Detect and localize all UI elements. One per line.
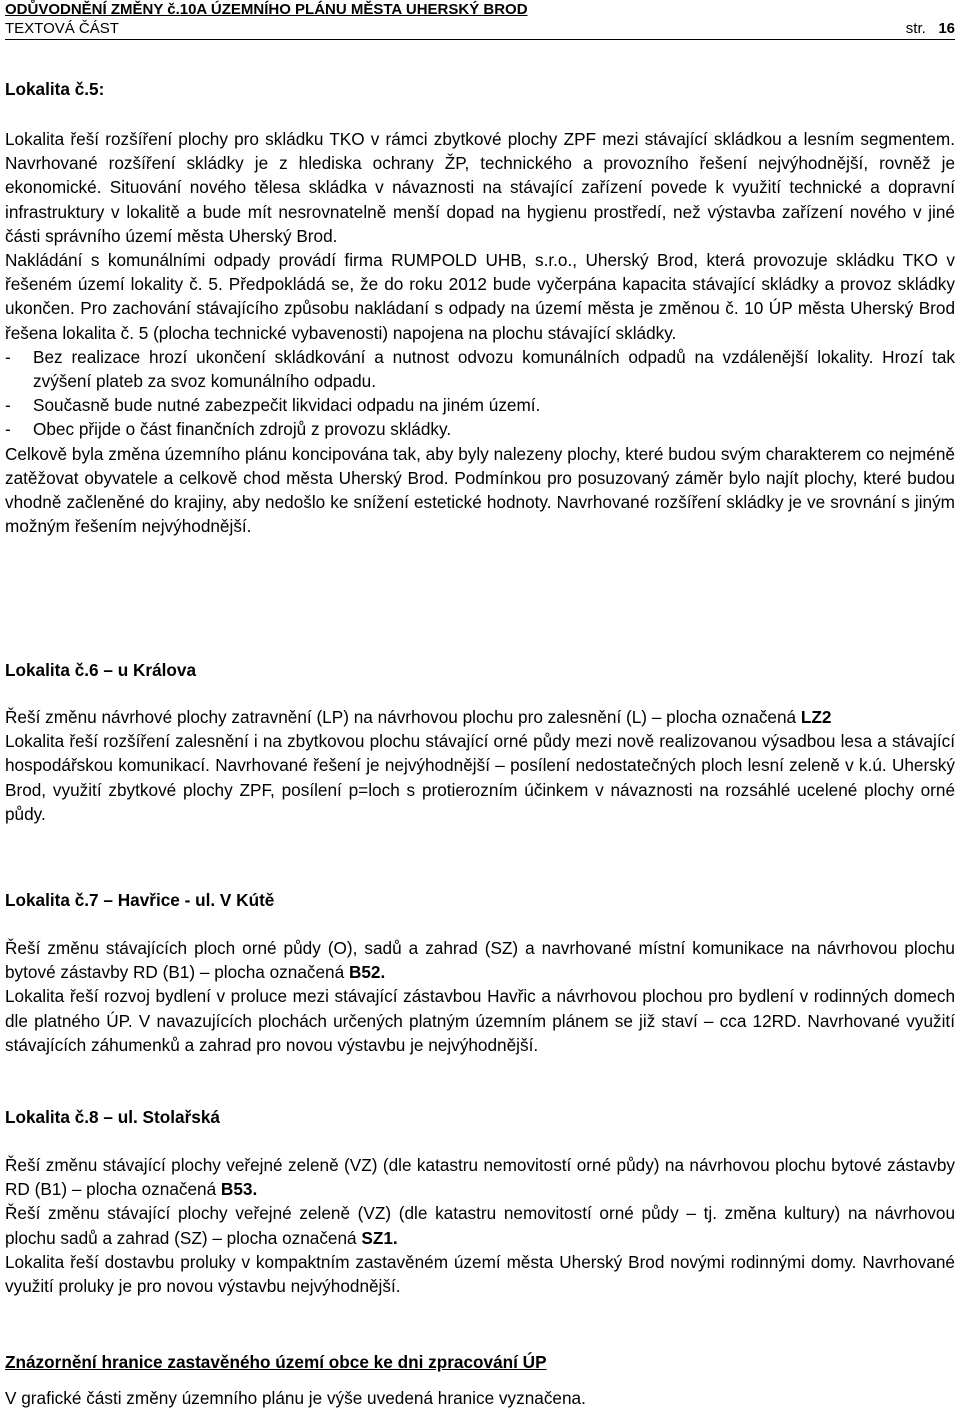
- area-code: LZ2: [800, 707, 832, 727]
- bullet-mark: -: [5, 419, 11, 440]
- area-code: B53.: [220, 1179, 258, 1200]
- section-subtitle: TEXTOVÁ ČÁST: [5, 20, 119, 37]
- section-body-lokalita-7: [5, 936, 955, 1057]
- list-item-text: Současně bude nutné zabezpečit likvidaci odpadu na jiném území.: [33, 395, 541, 416]
- paragraph: [5, 1153, 955, 1201]
- list-item: [5, 417, 955, 441]
- section-heading-lokalita-8: Lokalita č.8 – ul. Stolařská: [5, 1107, 220, 1127]
- bullet-mark: -: [5, 395, 11, 416]
- list-item-text: Bez realizace hrozí ukončení skládkování a nutnost odvozu komunálních odpadů na vzdálenější lokality. Hrozí tak zvýšení plateb za svoz komunálního odpadu.: [33, 346, 955, 392]
- paragraph: [5, 1201, 955, 1249]
- section-body-lokalita-8: [5, 1153, 955, 1298]
- section-heading-built-up-area: Znázornění hranice zastavěného území obce ke dni zpracování ÚP: [5, 1352, 547, 1372]
- paragraph-text: Řeší změnu stávající plochy veřejné zeleně (VZ) (dle katastru nemovitostí orné půdy – tj. změna kultury) na návrhovou plochu sadů a zahrad (SZ) – plocha označená: [5, 1203, 955, 1248]
- header-subtitle-row: [5, 20, 955, 40]
- section-heading-lokalita-5: Lokalita č.5:: [5, 79, 105, 99]
- paragraph: Lokalita řeší rozšíření zalesnění i na zbytkovou plochu stávající orné půdy mezi nově realizovanou výsadbou lesa a stávající hospodářskou komunikací. Navrhované řešení je nejvýhodnější – posílení nedostatečných ploch lesní zeleně v k.ú. Uherský Brod, využití zbytkové plochy ZPF, posílení p=loch s protierozním účinkem v návaznosti na rozsáhlé ucelené plochy orné půdy.: [5, 731, 955, 824]
- section-body-built-up-area: [5, 1386, 955, 1410]
- paragraph: [5, 936, 955, 984]
- paragraph-text: Řeší změnu návrhové plochy zatravnění (LP) na návrhovou plochu pro zalesnění (L) – plocha označená: [5, 707, 801, 727]
- list-item-text: Obec přijde o část finančních zdrojů z provozu skládky.: [33, 419, 452, 440]
- bullet-mark: -: [5, 346, 11, 367]
- section-heading-lokalita-7: Lokalita č.7 – Havřice - ul. V Kútě: [5, 890, 275, 910]
- paragraph: Lokalita řeší dostavbu proluky v kompaktním zastavěném území města Uherský Brod novými rodinnými domy. Navrhované využití proluky je pro novou výstavbu nejvýhodnější.: [5, 1251, 955, 1297]
- page-number: 16: [938, 20, 955, 37]
- paragraph: Lokalita řeší rozvoj bydlení v proluce mezi stávající zástavbou Havřic a návrhovou plochou pro bydlení v rodinných domech dle platného ÚP. V navazujících plochách určených platným územním plánem se již staví – cca 12RD. Navrhované využití stávajících záhumenků a zahrad pro novou výstavbu je nejvýhodnější.: [5, 986, 955, 1055]
- list-item: [5, 345, 955, 393]
- paragraph-text: Řeší změnu stávajících ploch orné půdy (O), sadů a zahrad (SZ) a navrhované místní komunikace na návrhovou plochu bytové zástavby RD (B1) – plocha označená: [5, 938, 955, 983]
- paragraph-text: Řeší změnu stávající plochy veřejné zeleně (VZ) (dle katastru nemovitostí orné půdy) na návrhovou plochu bytové zástavby RD (B1) – plocha označená: [5, 1155, 955, 1200]
- section-heading-lokalita-6: Lokalita č.6 – u Králova: [5, 660, 197, 680]
- area-code: SZ1.: [361, 1227, 398, 1248]
- page-label: str.: [905, 20, 926, 37]
- paragraph: [5, 705, 955, 729]
- paragraph: Celkově byla změna územního plánu koncipována tak, aby byly nalezeny plochy, které budou svým charakterem co nejméně zatěžovat obyvatele a celkově chod města Uherský Brod. Podmínkou pro posuzovaný záměr bylo najít plochy, které budou vhodně začleněné do krajiny, aby nedošlo ke snížení estetické hodnoty. Navrhované rozšíření skládky je ve srovnání s jiným možným řešením nejvýhodnější.: [5, 443, 955, 537]
- paragraph: Nakládání s komunálními odpady provádí firma RUMPOLD UHB, s.r.o., Uherský Brod, která provozuje skládku TKO v řešeném území lokality č. 5. Předpokládá se, že do roku 2012 bude vyčerpána kapacita stávající skládky a provoz skládky ukončen. Pro zachování stávajícího způsobu nakládaní s odpady na území města je změnou č. 10 ÚP města Uherský Brod řešena lokalita č. 5 (plocha technické vybavenosti) napojena na plochu stávající skládky.: [5, 250, 955, 343]
- paragraph: V grafické části změny územního plánu je výše uvedená hranice vyznačena.: [5, 1388, 586, 1408]
- list-item: [5, 393, 955, 417]
- section-body-lokalita-5: [5, 127, 955, 538]
- area-code: B52.: [348, 962, 386, 983]
- paragraph: Lokalita řeší rozšíření plochy pro skládku TKO v rámci zbytkové plochy ZPF mezi stávající skládkou a lesním segmentem. Navrhované rozšíření skládky je z hlediska ochrany ŽP, technického a provozního řešení nejvýhodnější, rovněž je ekonomické. Situování nového tělesa skládka v návaznosti na stávající zařízení povede k využití technické a dopravní infrastruktury v lokalitě a bude mít nesrovnatelně menší dopad na hygienu prostředí, než výstavba zařízení nového v jiné části správního území města Uherský Brod.: [5, 129, 955, 246]
- section-body-lokalita-6: [5, 705, 955, 826]
- document-title: ODŮVODNĚNÍ ZMĚNY č.10A ÚZEMNÍHO PLÁNU MĚSTA UHERSKÝ BROD: [5, 1, 528, 18]
- page-number-label: [906, 20, 955, 38]
